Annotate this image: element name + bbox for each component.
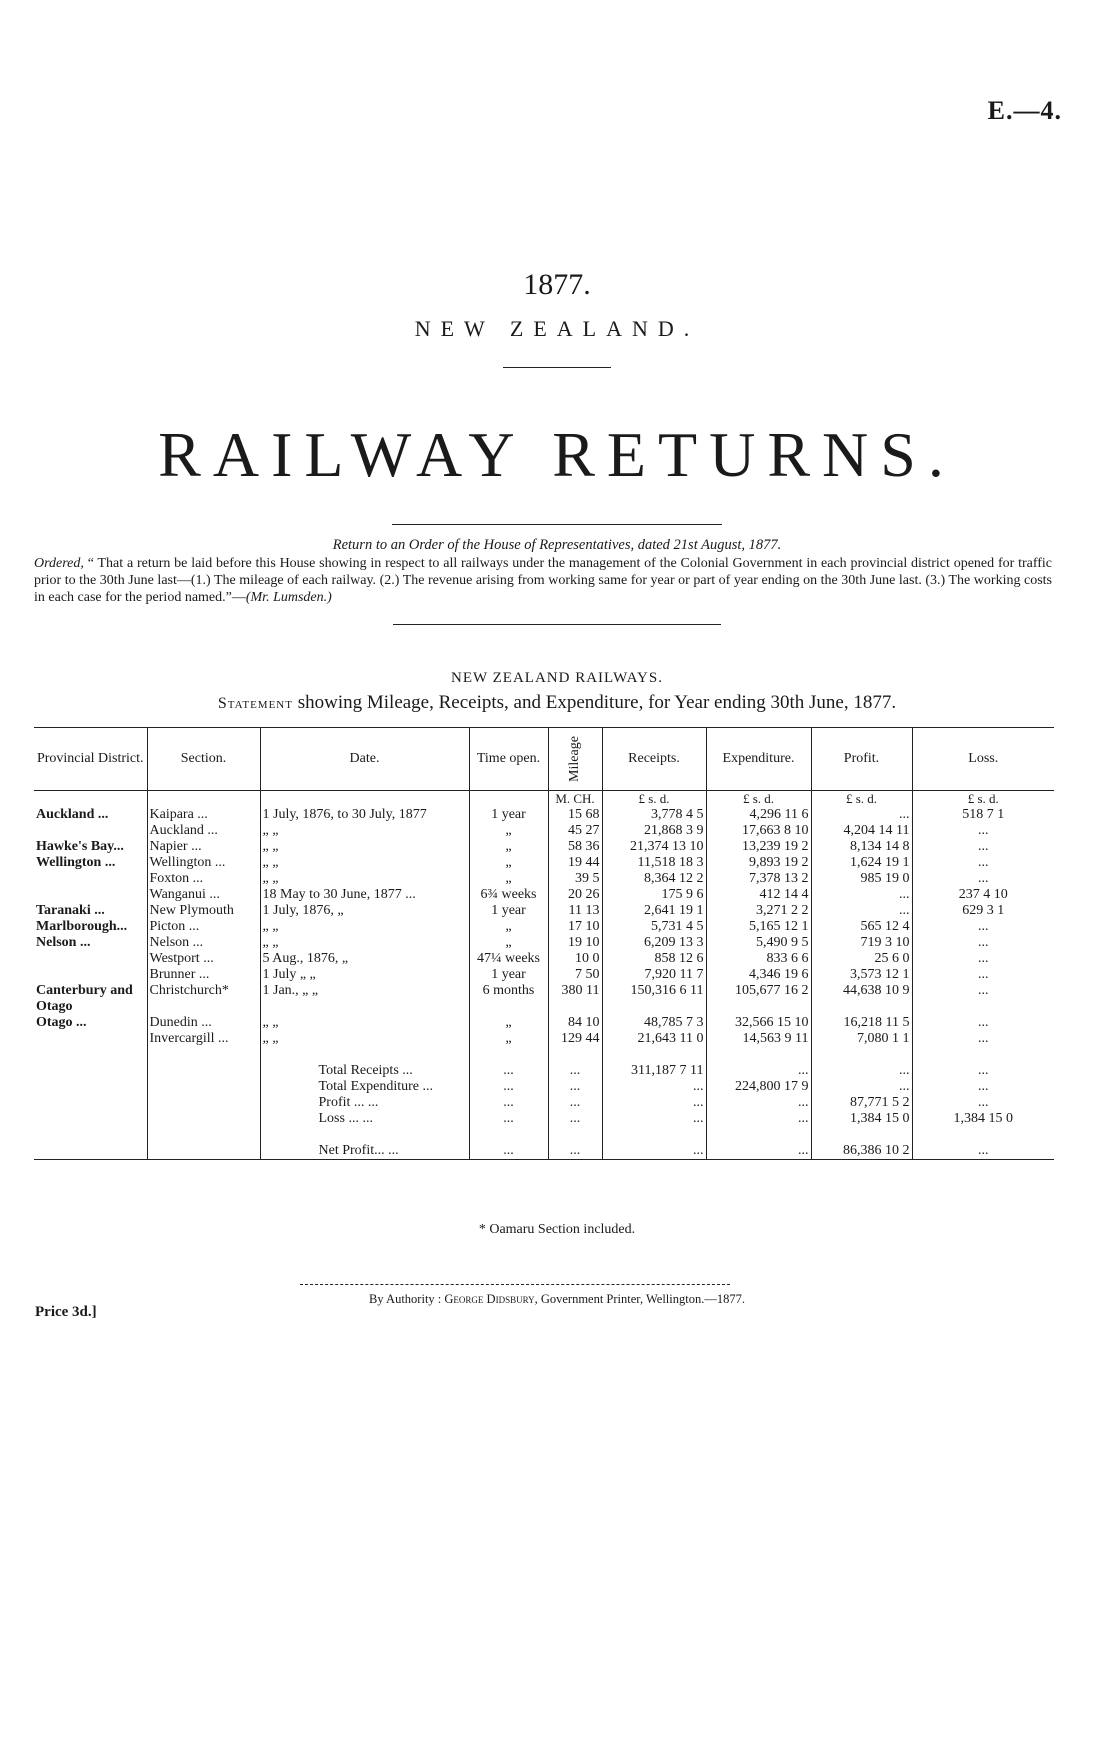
ordered-paragraph xyxy=(34,555,1052,606)
cell-expenditure: ... xyxy=(706,1111,811,1127)
table-row xyxy=(34,1015,1054,1031)
cell-profit: 985 19 0 xyxy=(811,871,912,887)
cell-expenditure: 105,677 16 2 xyxy=(706,983,811,999)
cell-expenditure: 3,271 2 2 xyxy=(706,903,811,919)
footer-divider xyxy=(300,1284,730,1285)
cell-profit: 44,638 10 9 xyxy=(811,983,912,999)
cell-date: 1 July „ „ xyxy=(260,967,469,983)
statement-lead: Statement xyxy=(217,695,293,712)
authority-printer: George Didsbury, xyxy=(444,1292,538,1306)
cell-loss: ... xyxy=(912,1063,1054,1079)
table-row xyxy=(34,903,1054,919)
unit-loss: £ s. d. xyxy=(912,791,1054,808)
cell-date: „ „ xyxy=(260,855,469,871)
order-divider xyxy=(393,624,721,625)
cell-receipts: ... xyxy=(602,1095,706,1111)
total-row xyxy=(34,1095,1054,1111)
cell-mileage: 19 10 xyxy=(548,935,602,951)
col-header-loss: Loss. xyxy=(912,728,1054,791)
cell-profit: 1,624 19 1 xyxy=(811,855,912,871)
cell-receipts: 7,920 11 7 xyxy=(602,967,706,983)
cell-expenditure: ... xyxy=(706,1143,811,1160)
cell-section: Nelson ... xyxy=(147,935,260,951)
spacer-cell xyxy=(811,1127,912,1143)
cell-mileage: 39 5 xyxy=(548,871,602,887)
cell-total-label: Profit ... ... xyxy=(260,1095,469,1111)
cell-profit xyxy=(811,999,912,1015)
spacer-cell xyxy=(811,1047,912,1063)
cell-section: Wellington ... xyxy=(147,855,260,871)
cell-district: Canterbury and xyxy=(36,983,133,998)
cell-section: Foxton ... xyxy=(147,871,260,887)
cell-loss: 518 7 1 xyxy=(912,807,1054,823)
table-body xyxy=(34,791,1054,1160)
return-order-line: Return to an Order of the House of Representatives, dated 21st August, 1877. xyxy=(332,537,782,553)
cell-district xyxy=(34,823,147,839)
cell-empty xyxy=(34,1063,147,1079)
cell-expenditure: 5,490 9 5 xyxy=(706,935,811,951)
cell-district: Marlborough... xyxy=(36,919,128,934)
spacer-cell xyxy=(469,1127,548,1143)
cell-mileage: 10 0 xyxy=(548,951,602,967)
col-header-mileage xyxy=(548,728,602,791)
cell-receipts: 48,785 7 3 xyxy=(602,1015,706,1031)
cell-time-open: „ xyxy=(469,871,548,887)
cell-profit: 7,080 1 1 xyxy=(811,1031,912,1047)
cell-time-open: 1 year xyxy=(469,903,548,919)
cell-date: „ „ xyxy=(260,823,469,839)
cell-mileage: ... xyxy=(548,1143,602,1160)
cell-profit: ... xyxy=(811,903,912,919)
cell-section: New Plymouth xyxy=(147,903,260,919)
cell-time-open: 47¼ weeks xyxy=(469,951,548,967)
title-divider xyxy=(392,524,722,525)
cell-expenditure: 5,165 12 1 xyxy=(706,919,811,935)
authority-prefix: By Authority : xyxy=(369,1292,442,1306)
cell-mileage: 45 27 xyxy=(548,823,602,839)
cell-profit: 86,386 10 2 xyxy=(811,1143,912,1160)
cell-loss xyxy=(912,999,1054,1015)
cell-loss: 629 3 1 xyxy=(912,903,1054,919)
cell-profit: ... xyxy=(811,1063,912,1079)
cell-empty xyxy=(147,1063,260,1079)
cell-expenditure: 4,346 19 6 xyxy=(706,967,811,983)
cell-section: Brunner ... xyxy=(147,967,260,983)
cell-date: 1 July, 1876, „ xyxy=(260,903,469,919)
spacer-cell xyxy=(548,1047,602,1063)
spacer-row xyxy=(34,1127,1054,1143)
total-row xyxy=(34,1063,1054,1079)
cell-loss: ... xyxy=(912,839,1054,855)
cell-loss: ... xyxy=(912,1143,1054,1160)
cell-expenditure: 412 14 4 xyxy=(706,887,811,903)
cell-district xyxy=(34,1031,147,1047)
spacer-row xyxy=(34,1047,1054,1063)
cell-expenditure: 13,239 19 2 xyxy=(706,839,811,855)
cell-loss: ... xyxy=(912,1031,1054,1047)
cell-loss: ... xyxy=(912,823,1054,839)
total-row xyxy=(34,1143,1054,1160)
spacer-cell xyxy=(260,1047,469,1063)
cell-time-open: „ xyxy=(469,855,548,871)
table-row xyxy=(34,823,1054,839)
cell-district xyxy=(34,871,147,887)
cell-section: Invercargill ... xyxy=(147,1031,260,1047)
cell-time-open: 6 months xyxy=(469,983,548,999)
unit-expenditure: £ s. d. xyxy=(706,791,811,808)
document-reference: E.—4. xyxy=(987,96,1062,125)
ordered-mover: (Mr. Lumsden.) xyxy=(245,590,332,605)
cell-time-open: ... xyxy=(469,1095,548,1111)
unit-row xyxy=(34,791,1054,808)
country-heading: NEW ZEALAND. xyxy=(414,316,700,341)
cell-date: „ „ xyxy=(260,871,469,887)
cell-expenditure: 833 6 6 xyxy=(706,951,811,967)
cell-receipts: 8,364 12 2 xyxy=(602,871,706,887)
cell-receipts: 11,518 18 3 xyxy=(602,855,706,871)
cell-expenditure: ... xyxy=(706,1095,811,1111)
total-row xyxy=(34,1079,1054,1095)
cell-expenditure: ... xyxy=(706,1063,811,1079)
spacer-cell xyxy=(260,1127,469,1143)
cell-district xyxy=(34,887,147,903)
col-header-section: Section. xyxy=(147,728,260,791)
cell-mileage: 380 11 xyxy=(548,983,602,999)
cell-empty xyxy=(34,1079,147,1095)
cell-receipts: 3,778 4 5 xyxy=(602,807,706,823)
cell-expenditure: 14,563 9 11 xyxy=(706,1031,811,1047)
cell-time-open: „ xyxy=(469,935,548,951)
cell-profit: 565 12 4 xyxy=(811,919,912,935)
unit-receipts: £ s. d. xyxy=(602,791,706,808)
cell-profit: 1,384 15 0 xyxy=(811,1111,912,1127)
cell-time-open: „ xyxy=(469,1015,548,1031)
cell-receipts: ... xyxy=(602,1079,706,1095)
statement-title xyxy=(0,692,1114,714)
cell-profit: ... xyxy=(811,887,912,903)
cell-loss: ... xyxy=(912,871,1054,887)
spacer-cell xyxy=(706,1047,811,1063)
cell-receipts: 21,643 11 0 xyxy=(602,1031,706,1047)
cell-mileage: 17 10 xyxy=(548,919,602,935)
cell-receipts: 2,641 19 1 xyxy=(602,903,706,919)
spacer-cell xyxy=(469,1047,548,1063)
cell-section: Dunedin ... xyxy=(147,1015,260,1031)
cell-section xyxy=(147,999,260,1015)
cell-date: 5 Aug., 1876, „ xyxy=(260,951,469,967)
cell-expenditure: 4,296 11 6 xyxy=(706,807,811,823)
table-row xyxy=(34,999,1054,1015)
cell-empty xyxy=(34,1111,147,1127)
cell-date: 18 May to 30 June, 1877 ... xyxy=(260,887,469,903)
cell-date: „ „ xyxy=(260,935,469,951)
railway-returns-table xyxy=(34,727,1054,1160)
cell-date: „ „ xyxy=(260,839,469,855)
cell-section: Christchurch* xyxy=(147,983,260,999)
col-header-expenditure: Expenditure. xyxy=(706,728,811,791)
cell-total-label: Total Receipts ... xyxy=(260,1063,469,1079)
cell-mileage: 19 44 xyxy=(548,855,602,871)
cell-receipts: 21,868 3 9 xyxy=(602,823,706,839)
spacer-cell xyxy=(147,1047,260,1063)
spacer-cell xyxy=(602,1127,706,1143)
cell-empty xyxy=(147,1143,260,1160)
cell-time-open: „ xyxy=(469,823,548,839)
cell-empty xyxy=(34,1143,147,1160)
cell-time-open: ... xyxy=(469,1079,548,1095)
price-label: Price 3d.] xyxy=(35,1304,97,1320)
col-header-district: Provincial District. xyxy=(34,728,147,791)
cell-receipts: 858 12 6 xyxy=(602,951,706,967)
cell-expenditure xyxy=(706,999,811,1015)
table-row xyxy=(34,871,1054,887)
table-header-row xyxy=(34,728,1054,791)
cell-section: Wanganui ... xyxy=(147,887,260,903)
spacer-cell xyxy=(912,1047,1054,1063)
authority-rest: Government Printer, Wellington.—1877. xyxy=(540,1292,745,1306)
table-row xyxy=(34,887,1054,903)
cell-expenditure: 7,378 13 2 xyxy=(706,871,811,887)
spacer-cell xyxy=(706,1127,811,1143)
cell-district: Auckland ... xyxy=(36,807,109,822)
cell-district: Wellington ... xyxy=(36,855,116,870)
short-divider xyxy=(503,367,611,368)
cell-total-label: Total Expenditure ... xyxy=(260,1079,469,1095)
cell-loss: 237 4 10 xyxy=(912,887,1054,903)
cell-receipts: 311,187 7 11 xyxy=(602,1063,706,1079)
cell-profit: 25 6 0 xyxy=(811,951,912,967)
cell-loss: ... xyxy=(912,951,1054,967)
cell-time-open xyxy=(469,999,548,1015)
table-row xyxy=(34,1031,1054,1047)
footnote: * Oamaru Section included. xyxy=(478,1222,636,1237)
cell-receipts: ... xyxy=(602,1143,706,1160)
table-row xyxy=(34,807,1054,823)
cell-time-open: „ xyxy=(469,919,548,935)
cell-receipts: 175 9 6 xyxy=(602,887,706,903)
spacer-cell xyxy=(34,1127,147,1143)
cell-district xyxy=(34,967,147,983)
ordered-text: “ That a return be laid before this House showing in respect to all railways under the management of the Colonial Government in each provincial district opened for traffic prior to the 30th June last—(1.) The mileage of each railway. (2.) The revenue arising from working same for year or part of year ending on the 30th June last. (3.) The working costs in each case for the period named.”— xyxy=(34,556,1053,605)
cell-mileage: 11 13 xyxy=(548,903,602,919)
cell-mileage: 15 68 xyxy=(548,807,602,823)
page-title: RAILWAY RETURNS. xyxy=(158,419,956,490)
cell-receipts xyxy=(602,999,706,1015)
cell-receipts: ... xyxy=(602,1111,706,1127)
cell-mileage: ... xyxy=(548,1079,602,1095)
cell-date: „ „ xyxy=(260,1015,469,1031)
cell-profit: 8,134 14 8 xyxy=(811,839,912,855)
cell-receipts: 6,209 13 3 xyxy=(602,935,706,951)
cell-time-open: ... xyxy=(469,1063,548,1079)
spacer-cell xyxy=(34,1047,147,1063)
cell-empty xyxy=(147,1111,260,1127)
cell-date: 1 July, 1876, to 30 July, 1877 xyxy=(260,807,469,823)
cell-profit: 16,218 11 5 xyxy=(811,1015,912,1031)
cell-mileage xyxy=(548,999,602,1015)
cell-loss: ... xyxy=(912,919,1054,935)
cell-mileage: ... xyxy=(548,1063,602,1079)
cell-empty xyxy=(147,1079,260,1095)
cell-time-open: 1 year xyxy=(469,967,548,983)
cell-loss: ... xyxy=(912,983,1054,999)
col-header-date: Date. xyxy=(260,728,469,791)
cell-receipts: 5,731 4 5 xyxy=(602,919,706,935)
cell-expenditure: 9,893 19 2 xyxy=(706,855,811,871)
cell-empty xyxy=(147,1095,260,1111)
table-row xyxy=(34,855,1054,871)
col-header-receipts: Receipts. xyxy=(602,728,706,791)
table-row xyxy=(34,983,1054,999)
cell-time-open: „ xyxy=(469,839,548,855)
cell-total-label: Loss ... ... xyxy=(260,1111,469,1127)
total-row xyxy=(34,1111,1054,1127)
cell-section: Napier ... xyxy=(147,839,260,855)
cell-date: 1 Jan., „ „ xyxy=(260,983,469,999)
cell-mileage: 84 10 xyxy=(548,1015,602,1031)
cell-profit: 719 3 10 xyxy=(811,935,912,951)
cell-date xyxy=(260,999,469,1015)
cell-loss: ... xyxy=(912,935,1054,951)
cell-district: Taranaki ... xyxy=(36,903,105,918)
cell-profit: ... xyxy=(811,1079,912,1095)
cell-section: Westport ... xyxy=(147,951,260,967)
col-header-mileage-label: Mileage xyxy=(567,736,582,782)
table-row xyxy=(34,967,1054,983)
cell-loss: ... xyxy=(912,1079,1054,1095)
col-header-profit: Profit. xyxy=(811,728,912,791)
cell-receipts: 150,316 6 11 xyxy=(602,983,706,999)
cell-loss: ... xyxy=(912,967,1054,983)
cell-time-open: 1 year xyxy=(469,807,548,823)
cell-mileage: ... xyxy=(548,1095,602,1111)
spacer-cell xyxy=(147,1127,260,1143)
col-header-time: Time open. xyxy=(469,728,548,791)
spacer-cell xyxy=(602,1047,706,1063)
unit-profit: £ s. d. xyxy=(811,791,912,808)
table-row xyxy=(34,839,1054,855)
cell-receipts: 21,374 13 10 xyxy=(602,839,706,855)
cell-profit: 4,204 14 11 xyxy=(811,823,912,839)
cell-time-open: ... xyxy=(469,1111,548,1127)
cell-district: Hawke's Bay... xyxy=(36,839,124,854)
cell-expenditure: 32,566 15 10 xyxy=(706,1015,811,1031)
cell-time-open: „ xyxy=(469,1031,548,1047)
cell-mileage: 58 36 xyxy=(548,839,602,855)
cell-mileage: ... xyxy=(548,1111,602,1127)
spacer-cell xyxy=(548,1127,602,1143)
table-row xyxy=(34,935,1054,951)
spacer-cell xyxy=(912,1127,1054,1143)
document-year: 1877. xyxy=(523,268,591,301)
table-row xyxy=(34,919,1054,935)
cell-profit: 3,573 12 1 xyxy=(811,967,912,983)
cell-date: „ „ xyxy=(260,919,469,935)
table-row xyxy=(34,951,1054,967)
cell-loss: ... xyxy=(912,1095,1054,1111)
cell-section: Auckland ... xyxy=(147,823,260,839)
cell-section: Kaipara ... xyxy=(147,807,260,823)
cell-loss: ... xyxy=(912,1015,1054,1031)
statement-text: showing Mileage, Receipts, and Expenditure, for Year ending 30th June, 1877. xyxy=(297,692,897,713)
cell-profit: ... xyxy=(811,807,912,823)
cell-mileage: 7 50 xyxy=(548,967,602,983)
cell-time-open: 6¾ weeks xyxy=(469,887,548,903)
cell-empty xyxy=(34,1095,147,1111)
cell-mileage: 129 44 xyxy=(548,1031,602,1047)
cell-mileage: 20 26 xyxy=(548,887,602,903)
unit-mileage: M. CH. xyxy=(548,791,602,808)
cell-section: Picton ... xyxy=(147,919,260,935)
cell-expenditure: 224,800 17 9 xyxy=(706,1079,811,1095)
cell-district: Otago xyxy=(36,999,73,1014)
cell-district: Otago ... xyxy=(36,1015,87,1030)
cell-expenditure: 17,663 8 10 xyxy=(706,823,811,839)
cell-loss: ... xyxy=(912,855,1054,871)
cell-total-label: Net Profit... ... xyxy=(260,1143,469,1160)
printer-authority xyxy=(0,1292,1114,1307)
cell-time-open: ... xyxy=(469,1143,548,1160)
cell-loss: 1,384 15 0 xyxy=(912,1111,1054,1127)
cell-district xyxy=(34,951,147,967)
statement-heading: NEW ZEALAND RAILWAYS. xyxy=(451,670,663,686)
ordered-label: Ordered, xyxy=(34,556,84,571)
cell-profit: 87,771 5 2 xyxy=(811,1095,912,1111)
cell-date: „ „ xyxy=(260,1031,469,1047)
cell-district: Nelson ... xyxy=(36,935,91,950)
